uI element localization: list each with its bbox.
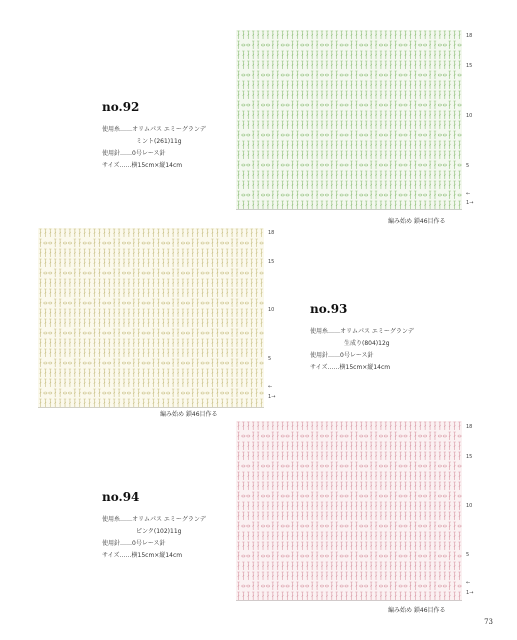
row-label-5: 5: [466, 163, 470, 169]
start-note-no93: 編み始め 鎖46目作る: [160, 411, 218, 418]
row-label-18: 18: [466, 424, 473, 430]
needle-line: 使用針……0号レース針: [102, 150, 166, 157]
yarn-line: 使用糸……オリムパス エミーグランデ: [102, 516, 206, 523]
row-arrow-left-icon: ←: [466, 191, 471, 197]
chart-no93: [38, 228, 264, 408]
row-label-1: 1→: [268, 394, 276, 400]
size-line: サイズ……横15cm×縦14cm: [310, 364, 391, 371]
yarn-line: 使用糸……オリムパス エミーグランデ: [310, 328, 414, 335]
row-label-18: 18: [268, 230, 275, 236]
yarn-color: ミント(261)11g: [136, 138, 182, 145]
row-label-15: 15: [466, 63, 473, 69]
needle-line: 使用針……0号レース針: [102, 540, 166, 547]
pattern-title-no92: no.92: [102, 100, 140, 114]
info-no93: [310, 302, 414, 374]
info-no94: [102, 490, 206, 562]
page-number: 73: [484, 618, 493, 626]
row-label-5: 5: [466, 552, 470, 558]
size-line: サイズ……横15cm×縦14cm: [102, 552, 183, 559]
size-line: サイズ……横15cm×縦14cm: [102, 162, 183, 169]
yarn-color: 生成り(804)12g: [344, 340, 390, 347]
row-arrow-right-icon: →: [469, 590, 474, 596]
row-arrow-left-icon: ←: [268, 384, 273, 390]
info-no92: [102, 100, 206, 172]
yarn-line: 使用糸……オリムパス エミーグランデ: [102, 126, 206, 133]
needle-line: 使用針……0号レース針: [310, 352, 374, 359]
chart-no94: [236, 421, 462, 601]
row-label-18: 18: [466, 33, 473, 39]
row-arrow-left-icon: ←: [466, 580, 471, 586]
row-label-5: 5: [268, 356, 272, 362]
row-label-15: 15: [268, 259, 275, 265]
pattern-title-no93: no.93: [310, 302, 348, 316]
crochet-chart-no94: [236, 421, 462, 601]
row-label-10: 10: [268, 307, 275, 313]
yarn-color: ピンク(102)11g: [136, 528, 182, 535]
row-label-10: 10: [466, 113, 473, 119]
row-label-10: 10: [466, 503, 473, 509]
start-note-no94: 編み始め 鎖46目作る: [388, 607, 446, 614]
chart-background: [236, 421, 462, 601]
row-label-15: 15: [466, 454, 473, 460]
crochet-chart-no93: [38, 228, 264, 408]
row-arrow-right-icon: →: [271, 394, 276, 400]
row-label-1: 1→: [466, 200, 474, 206]
chart-background: [236, 30, 462, 210]
row-arrow-right-icon: →: [469, 200, 474, 206]
crochet-chart-no92: [236, 30, 462, 210]
chart-background: [38, 228, 264, 408]
row-label-1: 1→: [466, 590, 474, 596]
start-note-no92: 編み始め 鎖46目作る: [388, 218, 446, 225]
chart-no92: [236, 30, 462, 210]
pattern-title-no94: no.94: [102, 490, 140, 504]
